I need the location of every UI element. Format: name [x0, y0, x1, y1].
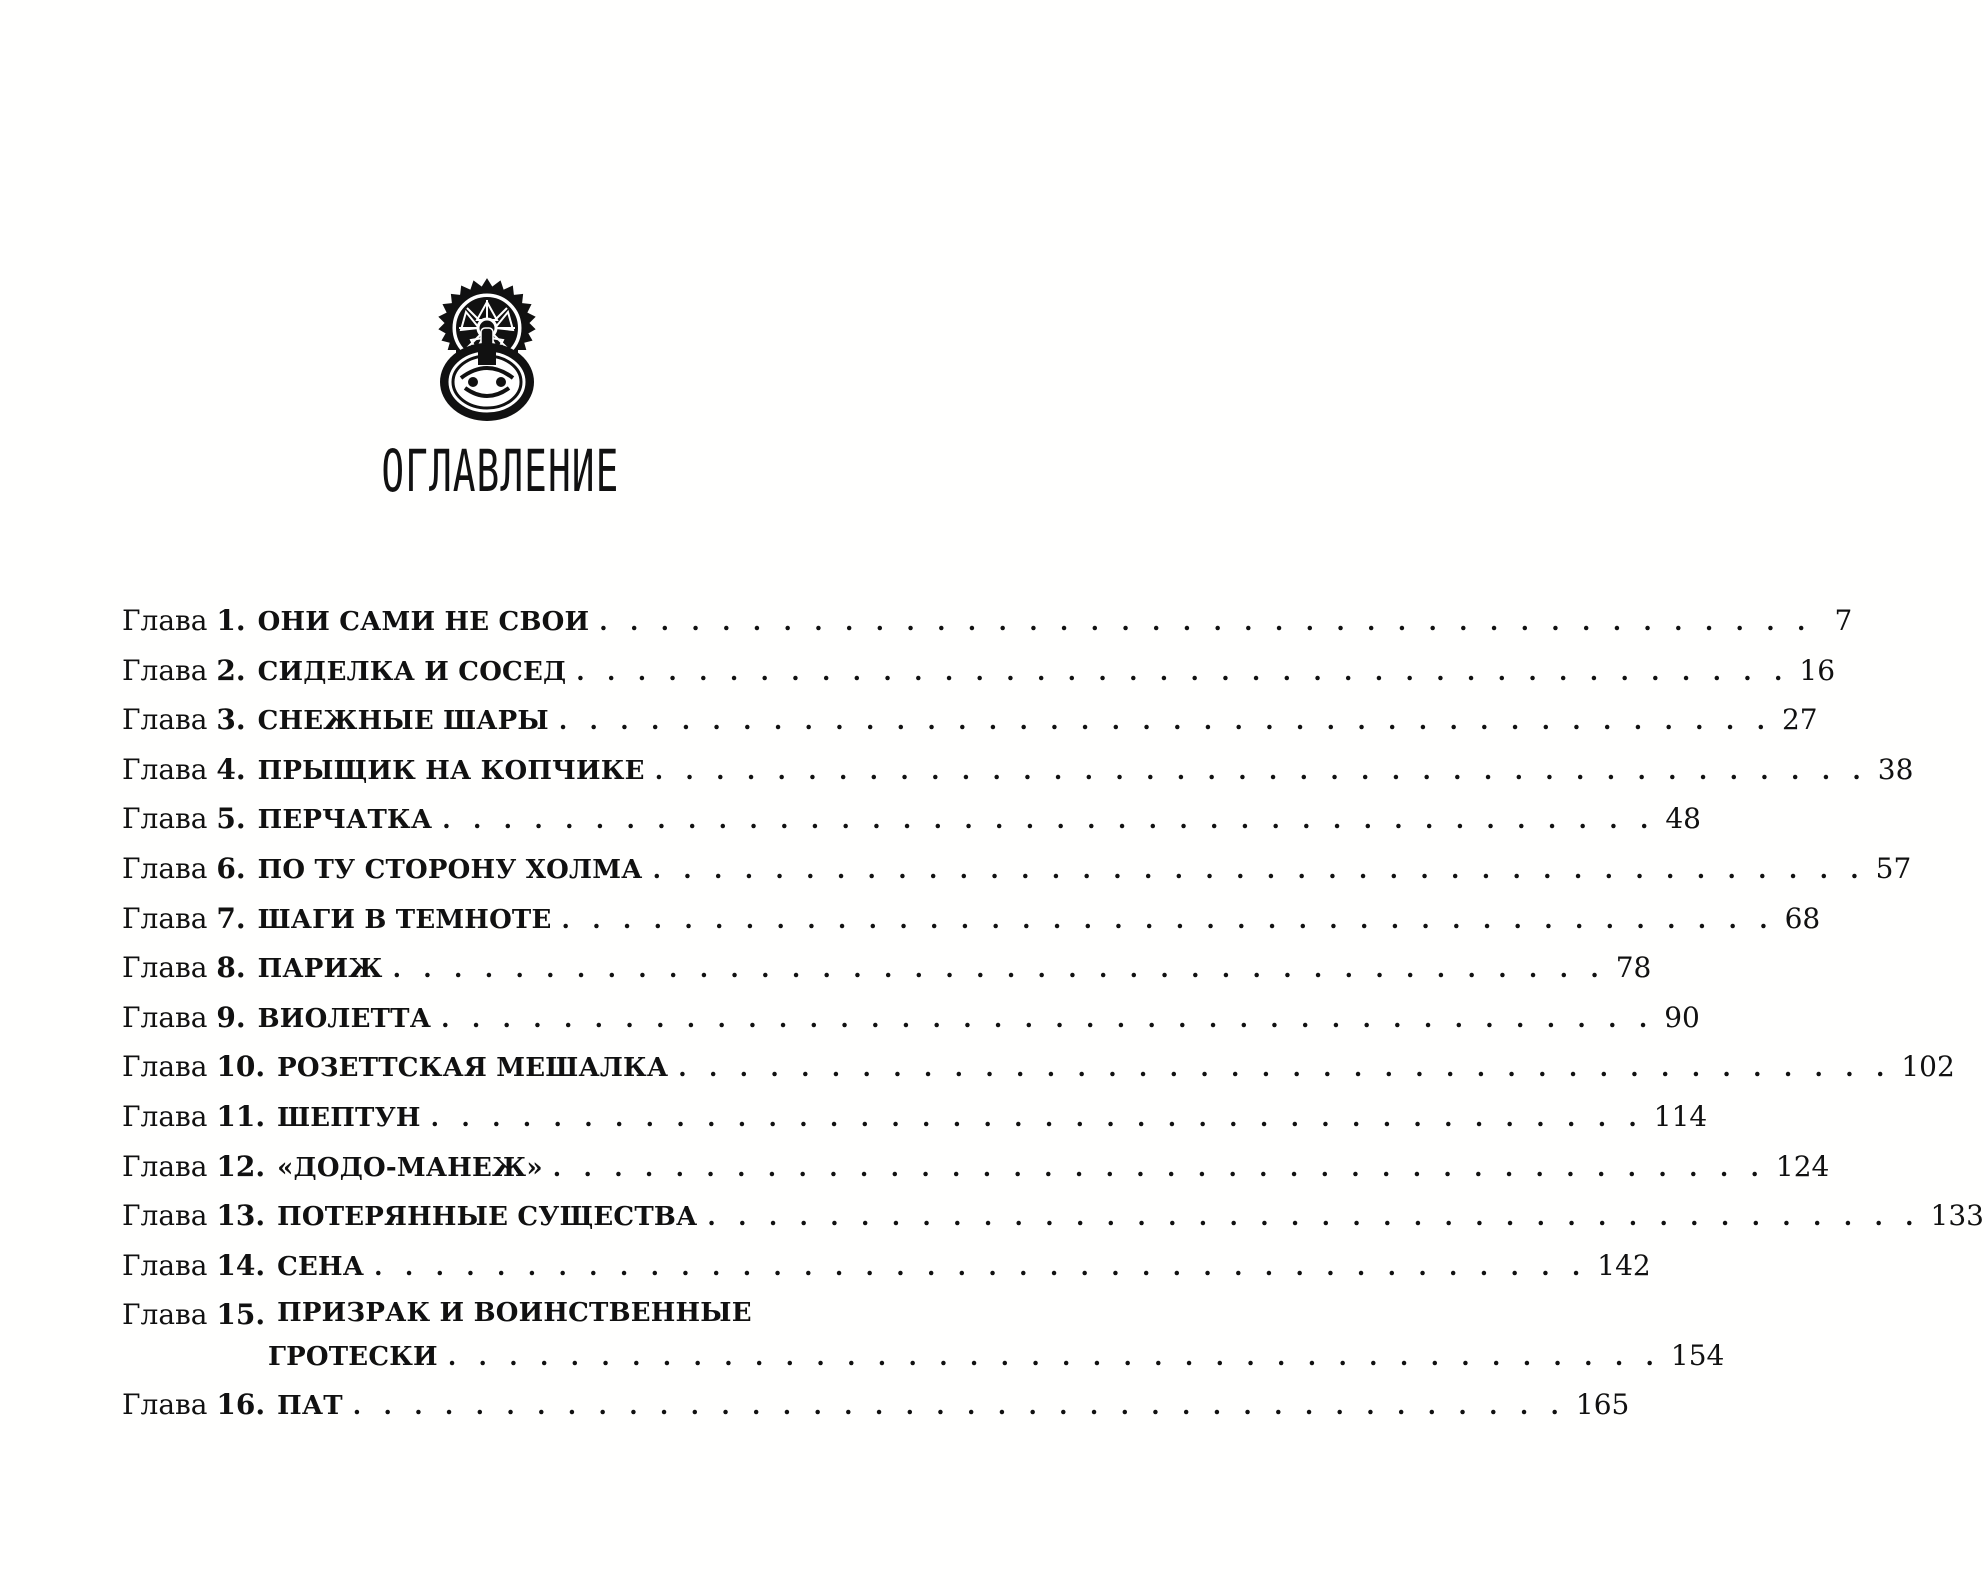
toc-chapter-title: «ДОДО-МАНЕЖ»: [277, 1152, 543, 1183]
toc-page-number: 142: [1597, 1248, 1651, 1282]
toc-leader-dots: . . . . . . . . . . . . . . . . . . . . . . . . . . . . . . . . . . . . . . . .: [441, 1003, 1655, 1033]
toc-chapter-label: [122, 703, 246, 736]
toc-chapter-label: [122, 852, 246, 885]
toc-chapter-number: 11.: [216, 1099, 266, 1133]
toc-chapter-word: Глава: [122, 1050, 208, 1084]
toc-chapter-word: Глава: [122, 1248, 208, 1282]
toc-chapter-word: Глава: [122, 1099, 208, 1133]
door-knocker-icon: [421, 278, 553, 424]
toc-chapter-label: [122, 1150, 265, 1183]
toc-chapter-label: [122, 951, 246, 984]
toc-chapter-label: [122, 654, 246, 687]
toc-chapter-label: [122, 802, 246, 835]
toc-leader-dots: . . . . . . . . . . . . . . . . . . . . . . . . . . . . . . . . . . . . . . . .: [447, 1342, 1661, 1372]
toc-page-number: 90: [1664, 1000, 1700, 1034]
toc-chapter-label: [122, 902, 246, 935]
toc-page-number: 133: [1930, 1199, 1984, 1233]
toc-entry: [122, 653, 1836, 704]
toc-chapter-label: [122, 1100, 265, 1133]
page-title: [0, 440, 1000, 506]
toc-entry: [122, 1298, 1725, 1388]
toc-chapter-word: Глава: [122, 703, 208, 737]
toc-leader-dots: . . . . . . . . . . . . . . . . . . . . . . . . . . . . . . . . . . . . . . . .: [352, 1391, 1566, 1421]
toc-chapter-number: 4.: [216, 752, 246, 786]
toc-entry: [122, 851, 1912, 902]
toc-chapter-word: Глава: [122, 851, 208, 885]
toc-page-number: 165: [1575, 1388, 1630, 1422]
toc-entry: [122, 752, 1914, 803]
toc-chapter-label: [122, 753, 246, 786]
toc-chapter-number: 13.: [216, 1199, 266, 1233]
toc-chapter-number: 9.: [216, 1000, 246, 1034]
toc-chapter-word: Глава: [122, 802, 208, 836]
toc-leader-dots: . . . . . . . . . . . . . . . . . . . . . . . . . . . . . . . . . . . . . . . .: [576, 656, 1790, 686]
toc-chapter-title: ПО ТУ СТОРОНУ ХОЛМА: [257, 854, 643, 885]
toc-leader-dots: . . . . . . . . . . . . . . . . . . . . . . . . . . . . . . . . . . . . . . . .: [561, 904, 1775, 934]
toc-chapter-word: Глава: [122, 1298, 208, 1332]
toc-chapter-number: 14.: [216, 1248, 266, 1282]
toc-page-number: 27: [1781, 703, 1818, 737]
toc-leader-dots: . . . . . . . . . . . . . . . . . . . . . . . . . . . . . . . . . . . . . . . .: [374, 1251, 1588, 1281]
toc-chapter-title: ВИОЛЕТТА: [257, 1003, 432, 1034]
toc-page-number: 68: [1784, 901, 1821, 935]
toc-entry: [122, 1050, 1955, 1100]
toc-leader-dots: . . . . . . . . . . . . . . . . . . . . . . . . . . . . . . . . . . . . . . . .: [430, 1102, 1644, 1132]
toc-chapter-title: ПЕРЧАТКА: [257, 805, 433, 836]
toc-chapter-title: РОЗЕТТСКАЯ МЕШАЛКА: [277, 1053, 669, 1084]
toc-page-number: 48: [1665, 802, 1701, 836]
toc-chapter-title: СИДЕЛКА И СОСЕД: [257, 656, 567, 687]
toc-leader-dots: . . . . . . . . . . . . . . . . . . . . . . . . . . . . . . . . . . . . . . . .: [552, 1152, 1766, 1182]
toc-chapter-title-continued: ГРОТЕСКИ: [268, 1342, 438, 1373]
toc-entry: [122, 703, 1818, 753]
toc-leader-dots: . . . . . . . . . . . . . . . . . . . . . . . . . . . . . . . . . . . . . . . .: [707, 1202, 1921, 1232]
toc-chapter-number: 6.: [216, 851, 246, 885]
toc-entry: [122, 1388, 1630, 1438]
toc-chapter-number: 8.: [216, 951, 246, 985]
toc-page-number: 154: [1670, 1339, 1725, 1373]
toc-chapter-title: ПРЫЩИК НА КОПЧИКЕ: [257, 755, 645, 786]
toc-entry: [122, 604, 1853, 654]
toc-chapter-word: Глава: [122, 951, 208, 985]
toc-page-number: 78: [1615, 951, 1652, 985]
toc-chapter-number: 16.: [216, 1388, 266, 1422]
toc-chapter-number: 15.: [216, 1298, 266, 1332]
toc-chapter-number: 5.: [216, 802, 246, 836]
toc-leader-dots: . . . . . . . . . . . . . . . . . . . . . . . . . . . . . . . . . . . . . . . .: [654, 755, 1868, 785]
toc-chapter-label: [122, 604, 246, 637]
toc-chapter-number: 12.: [216, 1149, 266, 1183]
table-of-contents: [122, 604, 1984, 1438]
toc-leader-dots: . . . . . . . . . . . . . . . . . . . . . . . . . . . . . . . . . . . . . . . .: [652, 854, 1866, 884]
toc-entry: [122, 802, 1701, 852]
toc-chapter-title: ПАРИЖ: [257, 954, 383, 985]
toc-chapter-label: [122, 1050, 265, 1083]
toc-page-number: 102: [1901, 1050, 1955, 1084]
toc-chapter-label: [122, 1388, 265, 1421]
toc-chapter-title: ПОТЕРЯННЫЕ СУЩЕСТВА: [277, 1202, 698, 1233]
toc-entry: [122, 1099, 1708, 1150]
toc-chapter-title: СНЕЖНЫЕ ШАРЫ: [257, 706, 549, 737]
toc-chapter-label: [122, 1298, 265, 1331]
toc-chapter-title: ОНИ САМИ НЕ СВОИ: [257, 607, 590, 637]
toc-chapter-title: СЕНА: [277, 1251, 365, 1282]
toc-leader-dots: . . . . . . . . . . . . . . . . . . . . . . . . . . . . . . . . . . . . . . . .: [392, 954, 1606, 984]
toc-leader-dots: . . . . . . . . . . . . . . . . . . . . . . . . . . . . . . . . . . . . . . . .: [558, 706, 1772, 736]
toc-page-number: 57: [1875, 851, 1912, 885]
toc-entry: [122, 1149, 1830, 1200]
toc-leader-dots: . . . . . . . . . . . . . . . . . . . . . . . . . . . . . . . . . . . . . . . .: [442, 805, 1656, 835]
toc-chapter-number: 7.: [216, 901, 246, 935]
toc-chapter-word: Глава: [122, 901, 208, 935]
toc-chapter-word: Глава: [122, 1000, 208, 1034]
toc-chapter-word: Глава: [122, 752, 208, 786]
toc-page-number: 16: [1799, 653, 1836, 687]
toc-page-number: 38: [1877, 752, 1914, 786]
toc-chapter-word: Глава: [122, 1388, 208, 1422]
toc-chapter-word: Глава: [122, 1149, 208, 1183]
toc-chapter-number: 3.: [216, 703, 246, 737]
toc-chapter-title: ПРИЗРАК И ВОИНСТВЕННЫЕ: [277, 1298, 752, 1329]
toc-chapter-label: [122, 1199, 265, 1232]
toc-page-number: 124: [1775, 1149, 1830, 1183]
toc-entry: [122, 1248, 1651, 1299]
toc-chapter-label: [122, 1249, 265, 1282]
page-title-text: ОГЛАВЛЕНИЕ: [380, 440, 620, 506]
toc-chapter-word: Глава: [122, 653, 208, 687]
toc-chapter-title: ШАГИ В ТЕМНОТЕ: [257, 904, 552, 935]
toc-chapter-label: [122, 1001, 246, 1034]
toc-chapter-word: Глава: [122, 1199, 208, 1233]
toc-entry: [122, 1199, 1984, 1249]
toc-chapter-word: Глава: [122, 604, 208, 637]
toc-entry: [122, 951, 1652, 1001]
toc-chapter-title: ШЕПТУН: [277, 1102, 421, 1133]
toc-chapter-number: 1.: [216, 604, 246, 637]
toc-entry: [122, 901, 1821, 952]
toc-leader-dots: . . . . . . . . . . . . . . . . . . . . . . . . . . . . . . . . . . . . . . . .: [678, 1053, 1892, 1083]
toc-page-number: 7: [1834, 604, 1853, 637]
toc-chapter-title: ПАТ: [277, 1391, 343, 1422]
toc-entry: [122, 1000, 1700, 1051]
toc-chapter-number: 2.: [216, 653, 246, 687]
toc-chapter-number: 10.: [216, 1050, 266, 1084]
toc-leader-dots: . . . . . . . . . . . . . . . . . . . . . . . . . . . . . . . . . . . . . . . .: [599, 607, 1813, 636]
toc-page-number: 114: [1653, 1099, 1708, 1133]
